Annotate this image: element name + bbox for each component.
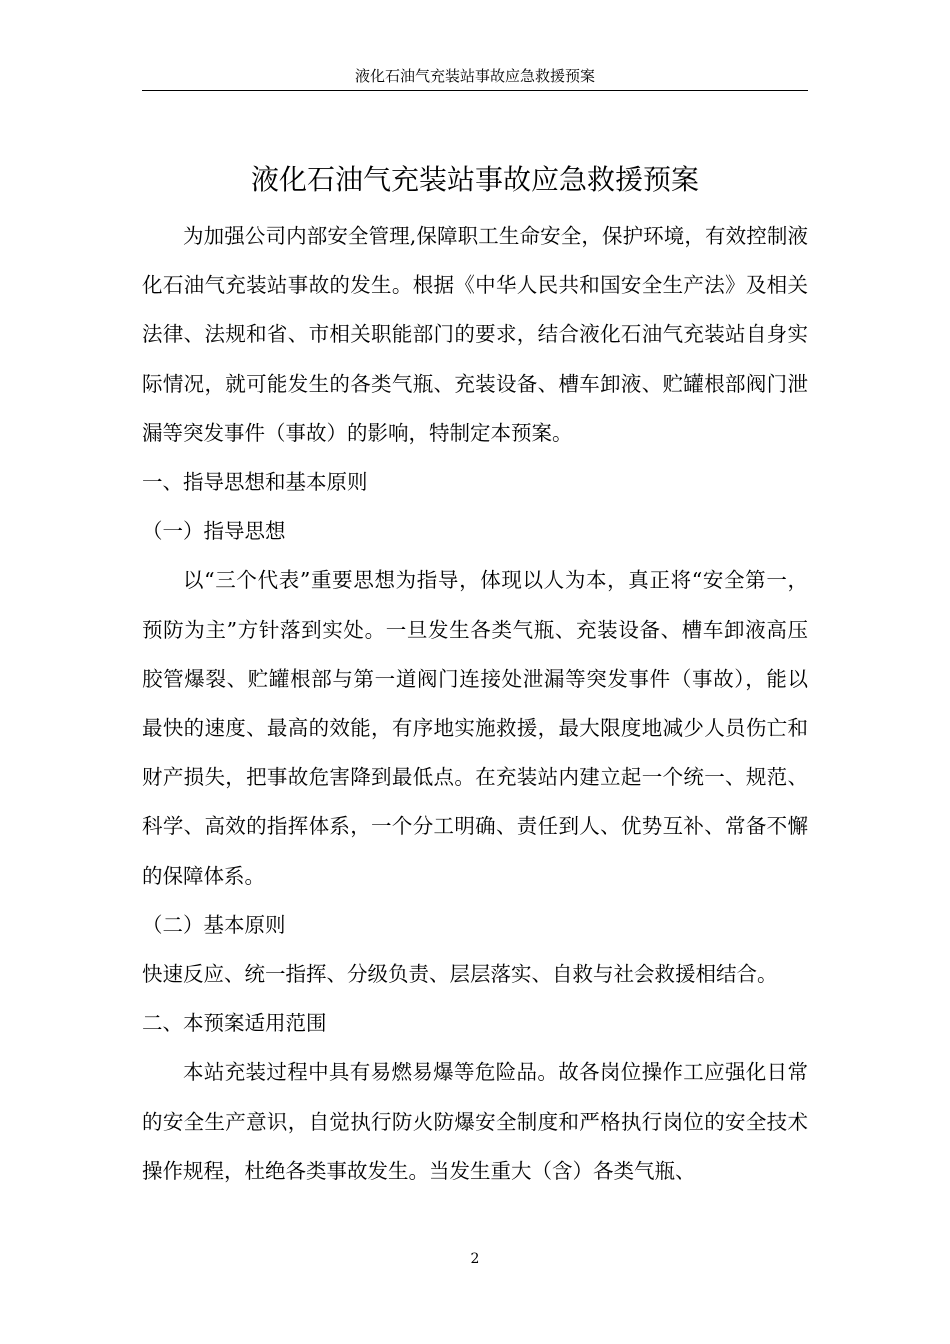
subsection-heading-1-1: （一）指导思想 [142, 519, 286, 544]
page-number: 2 [470, 1251, 480, 1267]
document-body [142, 212, 808, 1196]
section-heading-2: 二、本预案适用范围 [142, 1011, 327, 1036]
section-heading-1: 一、指导思想和基本原则 [142, 470, 368, 495]
basic-principles-paragraph: 快速反应、统一指挥、分级负责、层层落实、自救与社会救援相结合。 [142, 962, 778, 987]
document-title: 液化石油气充装站事故应急救援预案 [250, 163, 699, 196]
running-header: 液化石油气充装站事故应急救援预案 [354, 67, 595, 85]
guiding-ideology-paragraph: 以“三个代表”重要思想为指导，体现以人为本，真正将“安全第一，预防为主”方针落到实处。一旦发生各类气瓶、充装设备、槽车卸液高压胶管爆裂、贮罐根部与第一道阀门连接处泄漏等突发事件（事故），能以最快的速度、最高的效能，有序地实施救援，最大限度地减少人员伤亡和财产损失，把事故危害降到最低点。在充装站内建立起一个统一、规范、科学、高效的指挥体系，一个分工明确、责任到人、优势互补、常备不懈的保障体系。 [142, 568, 808, 888]
scope-paragraph: 本站充装过程中具有易燃易爆等危险品。故各岗位操作工应强化日常的安全生产意识，自觉执行防火防爆安全制度和严格执行岗位的安全技术操作规程，杜绝各类事故发生。当发生重大（含）各类气瓶、 [142, 1060, 808, 1183]
header-rule [142, 90, 808, 91]
subsection-heading-1-2: （二）基本原则 [142, 912, 286, 937]
intro-paragraph: 为加强公司内部安全管理,保障职工生命安全，保护环境，有效控制液化石油气充装站事故的发生。根据《中华人民共和国安全生产法》及相关法律、法规和省、市相关职能部门的要求，结合液化石油气充装站自身实际情况，就可能发生的各类气瓶、充装设备、槽车卸液、贮罐根部阀门泄漏等突发事件（事故）的影响，特制定本预案。 [142, 224, 808, 445]
